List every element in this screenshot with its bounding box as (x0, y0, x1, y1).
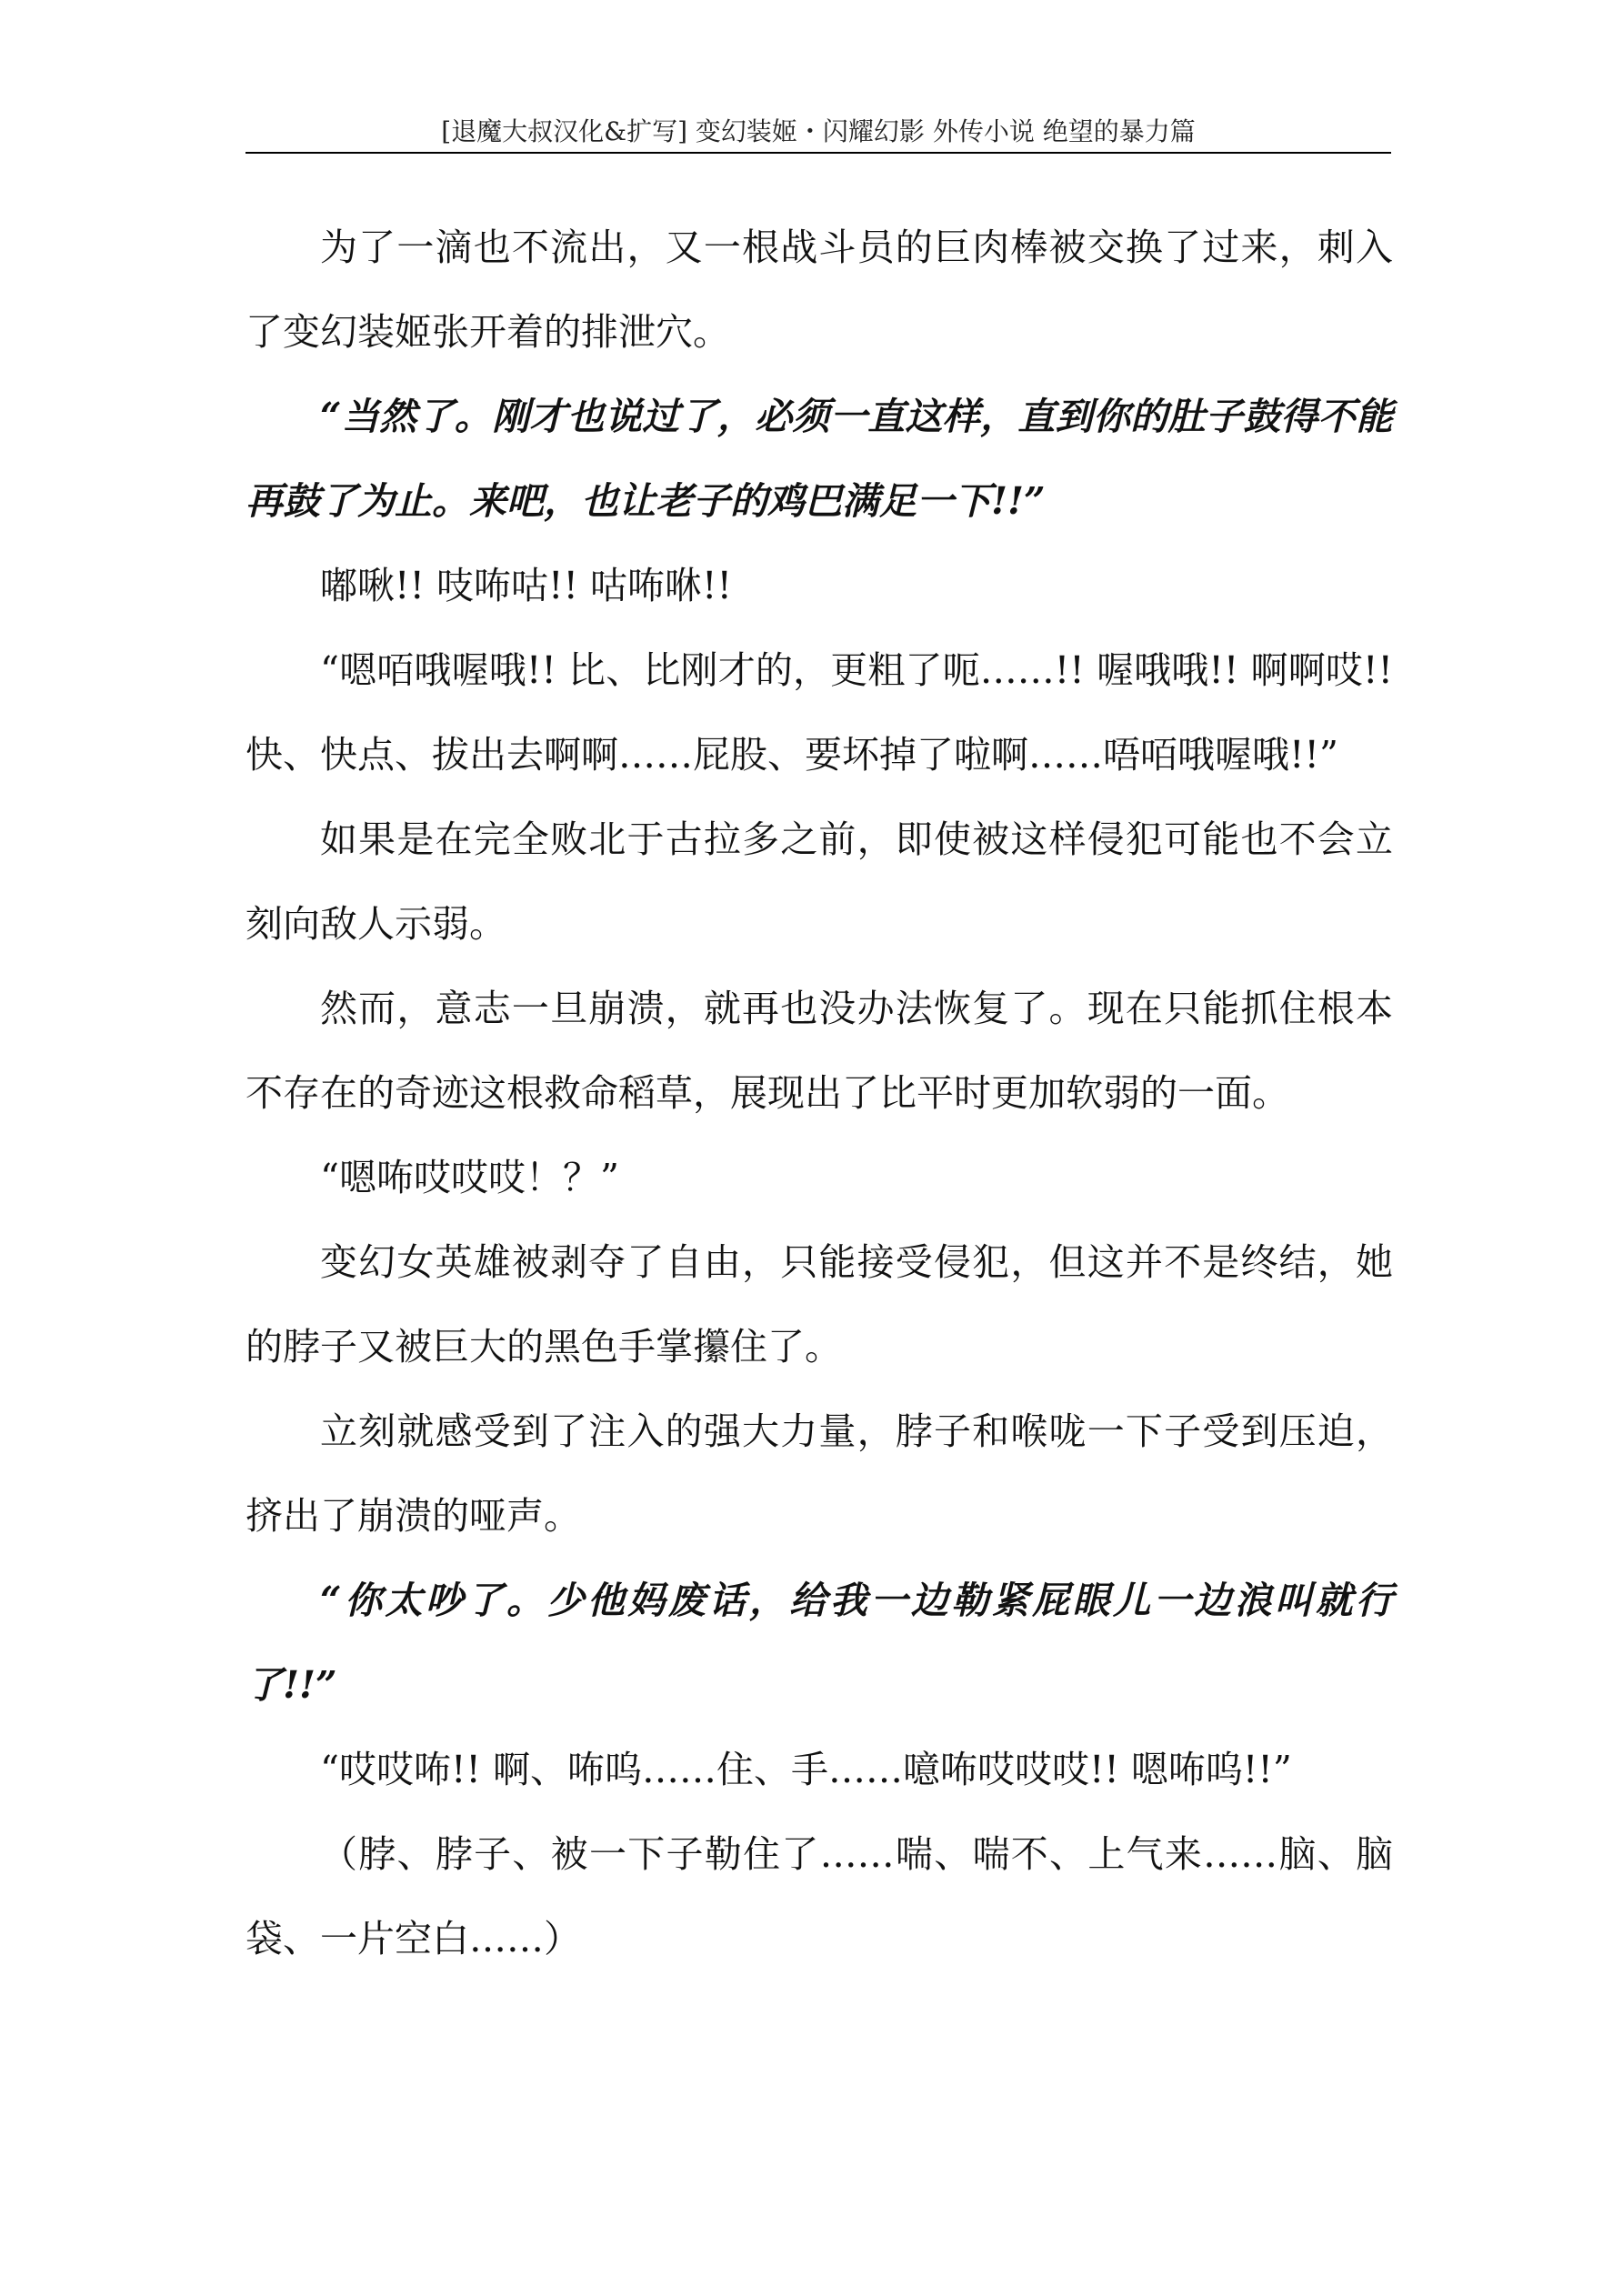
paragraph: 立刻就感受到了注入的强大力量，脖子和喉咙一下子受到压迫，挤出了崩溃的哑声。 (245, 1409, 1393, 1538)
body-text (245, 206, 1393, 1981)
paragraph: 如果是在完全败北于古拉多之前，即使被这样侵犯可能也不会立刻向敌人示弱。 (245, 817, 1393, 946)
paragraph: 嘟啾!! 吱咘咕!! 咕咘咻!! (320, 564, 732, 607)
paragraph-dialogue-emphasis: “当然了。刚才也说过了，必须一直这样，直到你的肚子鼓得不能再鼓了为止。来吧，也让老子的鸡巴满足一下!!” (245, 395, 1393, 523)
paragraph: “嗯咟哦喔哦!! 比、比刚才的，更粗了呃……!! 喔哦哦!! 啊啊哎!! 快、快点、拔出去啊啊……屁股、要坏掉了啦啊……唔咟哦喔哦!!” (245, 648, 1393, 777)
paragraph: （脖、脖子、被一下子勒住了……喘、喘不、上气来……脑、脑袋、一片空白……） (245, 1832, 1393, 1960)
paragraph: “嗯咘哎哎哎！？” (320, 1156, 619, 1199)
paragraph-dialogue-emphasis: “你太吵了。少他妈废话，给我一边勒紧屁眼儿一边浪叫就行了!!” (245, 1579, 1393, 1707)
header-divider (245, 152, 1391, 154)
paragraph: “哎哎咘!! 啊、咘呜……住、手……噫咘哎哎哎!! 嗯咘呜!!” (320, 1748, 1292, 1791)
paragraph: 然而，意志一旦崩溃，就再也没办法恢复了。现在只能抓住根本不存在的奇迹这根救命稻草，展现出了比平时更加软弱的一面。 (245, 987, 1393, 1115)
running-header: [退魔大叔汉化&扩写] 变幻装姬・闪耀幻影 外传小说 绝望的暴力篇 (441, 116, 1196, 146)
paragraph: 为了一滴也不流出，又一根战斗员的巨肉棒被交换了过来，刺入了变幻装姬张开着的排泄穴。 (245, 226, 1393, 354)
paragraph: 变幻女英雄被剥夺了自由，只能接受侵犯，但这并不是终结，她的脖子又被巨大的黑色手掌攥住了。 (245, 1240, 1393, 1369)
